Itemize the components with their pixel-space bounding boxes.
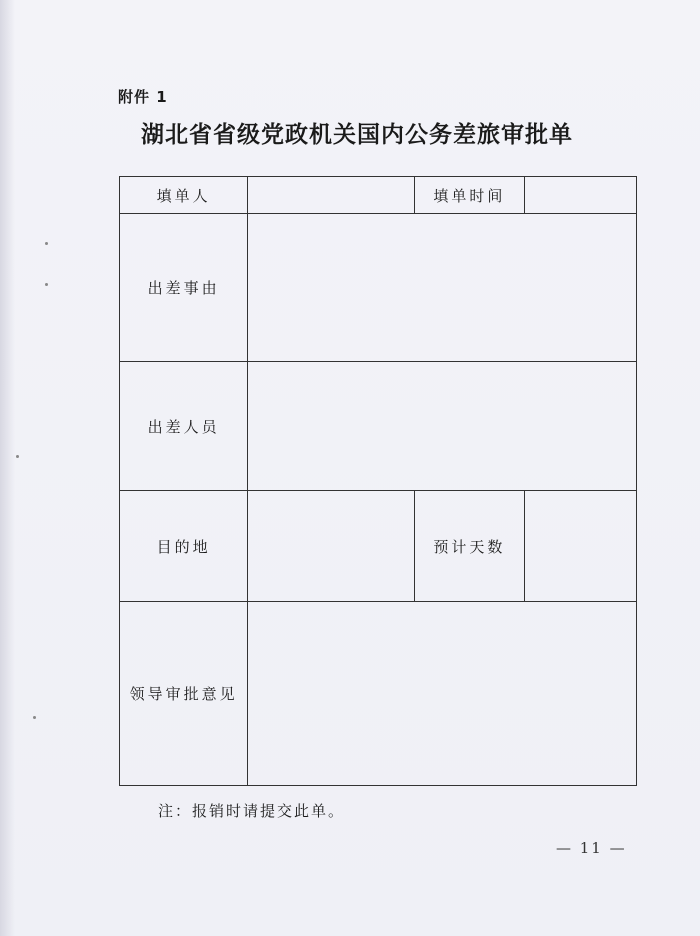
leader-approval-field[interactable] bbox=[248, 602, 637, 786]
approval-form-table bbox=[119, 176, 637, 786]
leader-approval-label: 领导审批意见 bbox=[120, 602, 248, 786]
trip-reason-field[interactable] bbox=[248, 214, 637, 362]
page-edge-shadow bbox=[1, 0, 15, 936]
form-row-reason bbox=[120, 214, 637, 362]
form-row-filler bbox=[120, 177, 637, 214]
fill-time-field[interactable] bbox=[524, 177, 636, 214]
scan-speck bbox=[16, 455, 19, 458]
page-number: — 11 — bbox=[556, 839, 627, 857]
form-row-staff bbox=[120, 362, 637, 491]
filler-field[interactable] bbox=[248, 177, 415, 214]
trip-staff-field[interactable] bbox=[248, 362, 637, 491]
document-title: 湖北省省级党政机关国内公务差旅审批单 bbox=[141, 121, 573, 148]
form-row-approval bbox=[120, 602, 637, 786]
scan-speck bbox=[45, 283, 48, 286]
destination-label: 目的地 bbox=[120, 491, 248, 602]
estimated-days-field[interactable] bbox=[524, 491, 636, 602]
trip-staff-label: 出差人员 bbox=[120, 362, 248, 491]
scan-speck bbox=[45, 242, 48, 245]
estimated-days-label: 预计天数 bbox=[414, 491, 524, 602]
fill-time-label: 填单时间 bbox=[414, 177, 524, 214]
footnote: 注：报销时请提交此单。 bbox=[158, 802, 346, 820]
form-row-destination bbox=[120, 491, 637, 602]
scan-speck bbox=[33, 716, 36, 719]
attachment-label: 附件 1 bbox=[118, 88, 168, 106]
destination-field[interactable] bbox=[248, 491, 415, 602]
trip-reason-label: 出差事由 bbox=[120, 214, 248, 362]
filler-label: 填单人 bbox=[120, 177, 248, 214]
